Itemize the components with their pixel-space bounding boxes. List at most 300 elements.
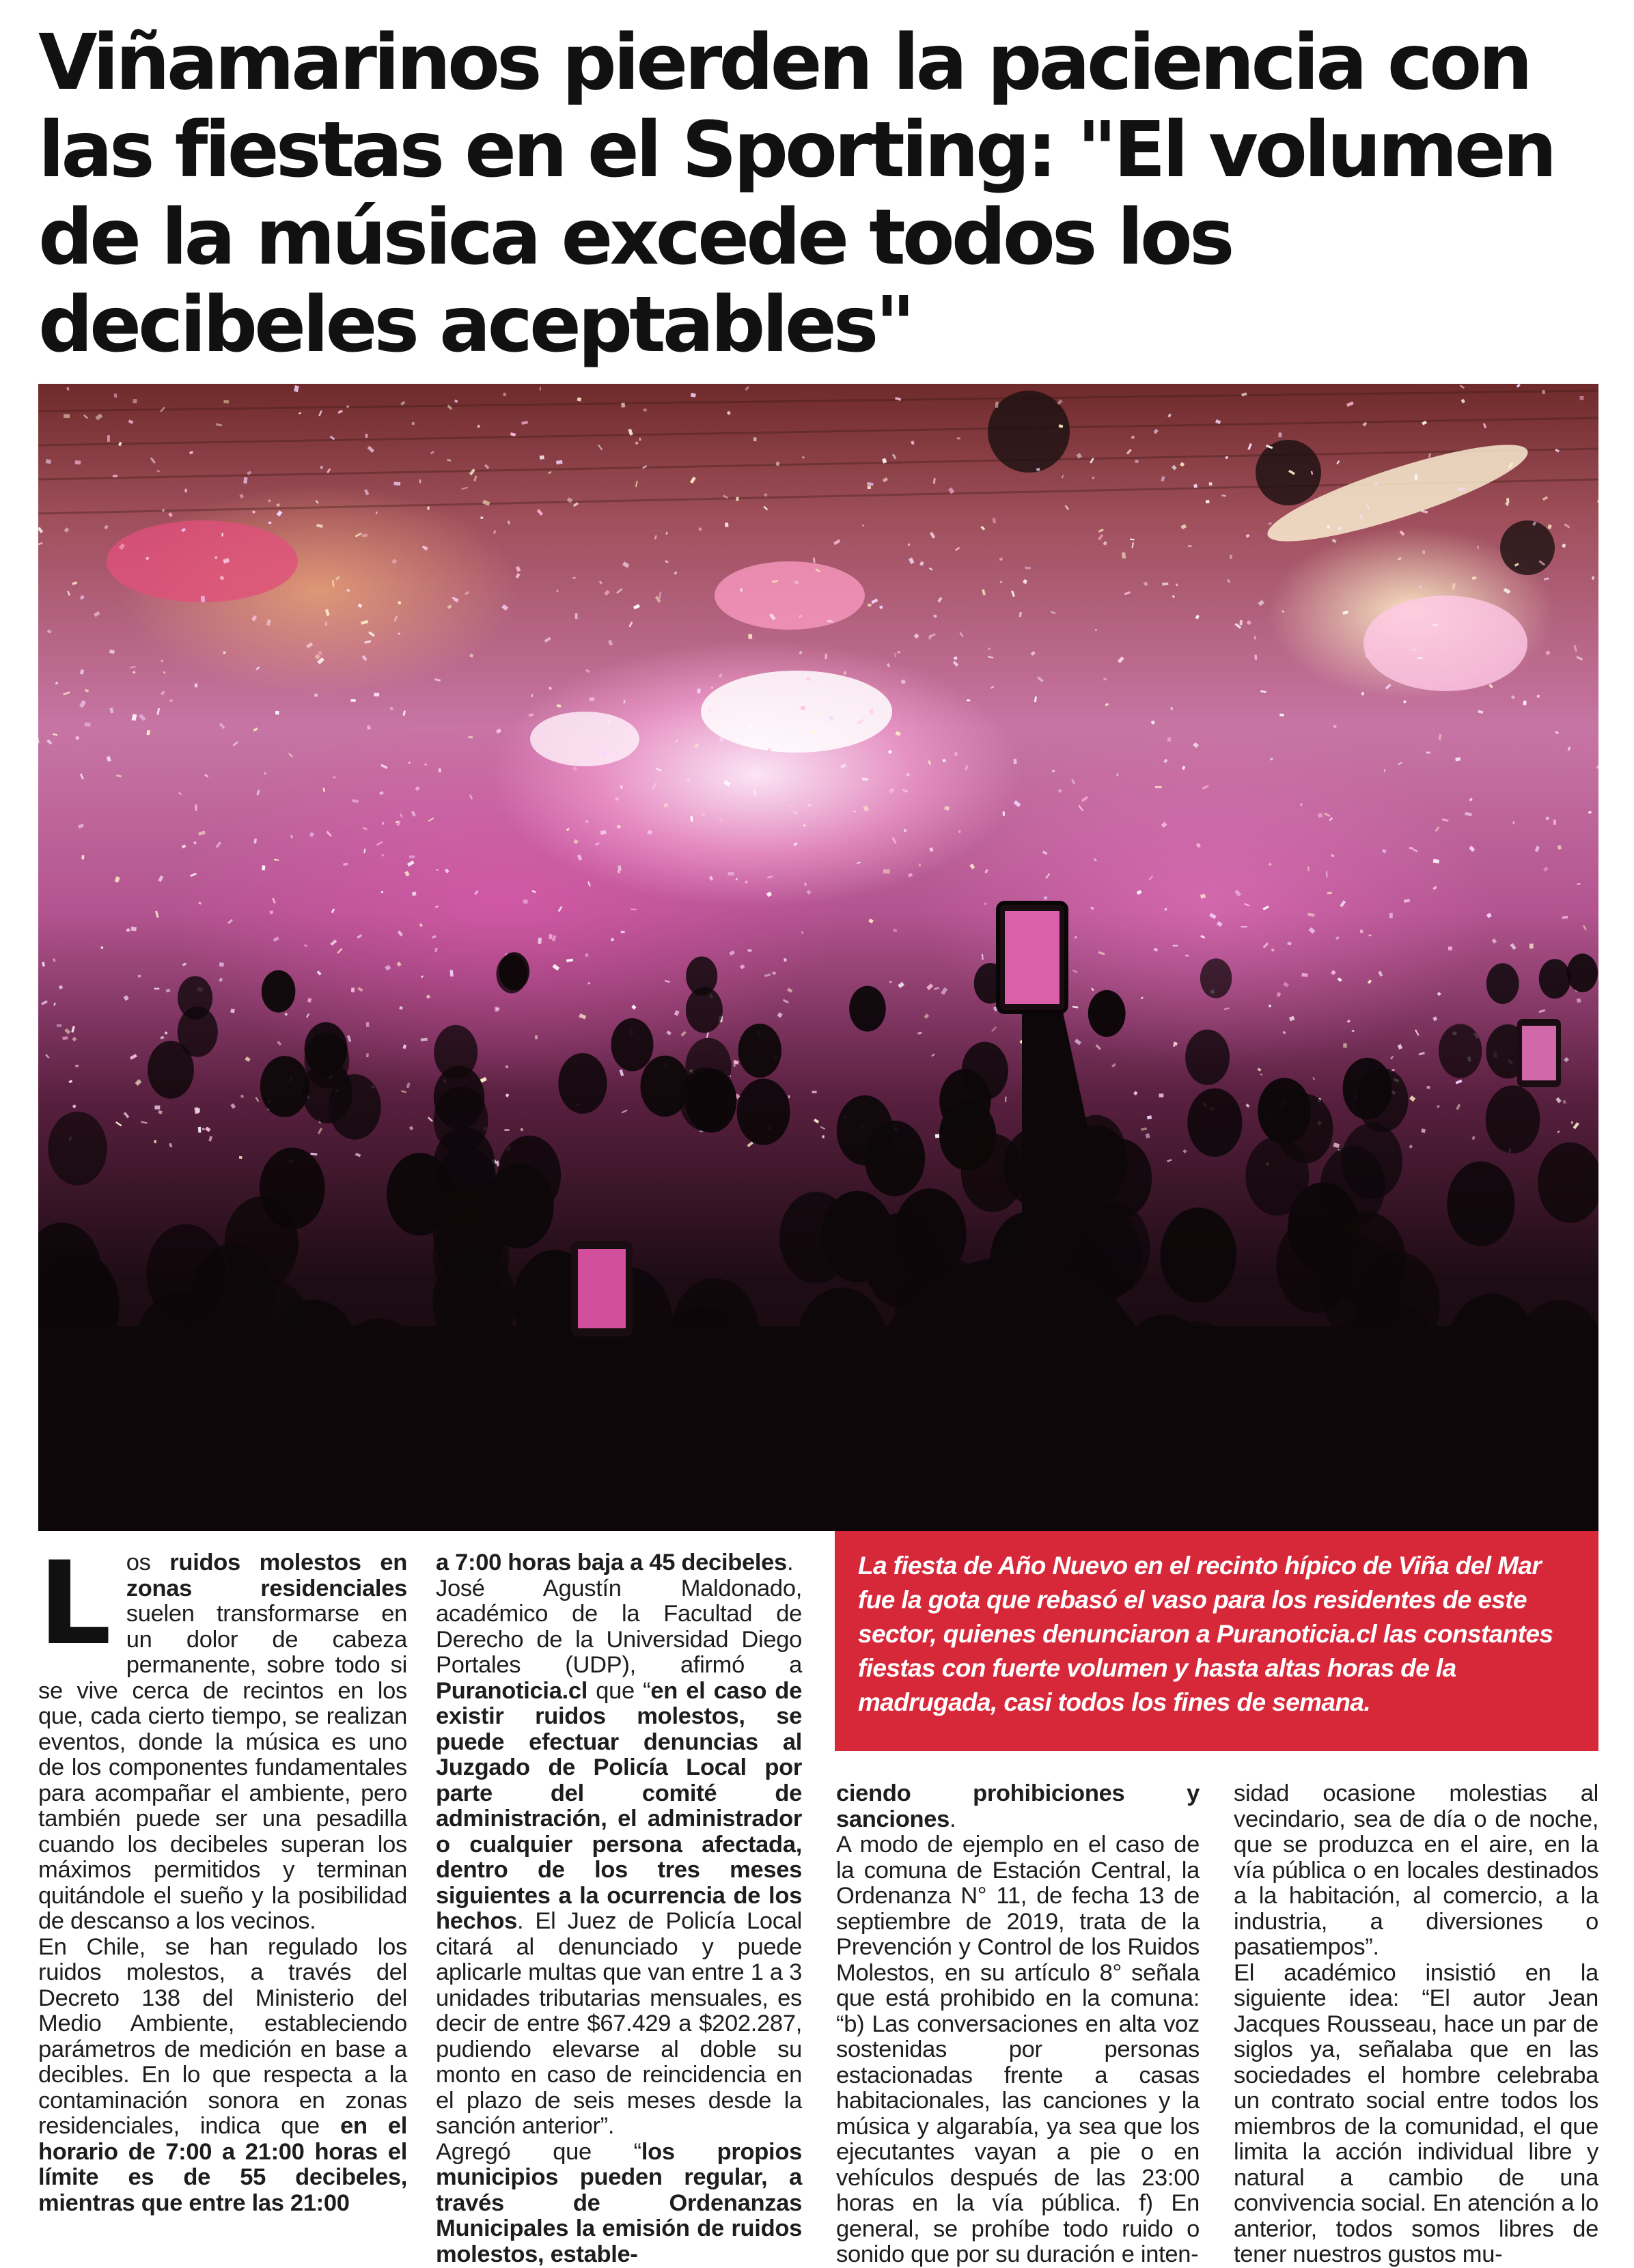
confetti-piece — [75, 460, 81, 464]
confetti-piece — [402, 710, 406, 716]
confetti-piece — [1588, 811, 1592, 814]
confetti-piece — [906, 772, 910, 776]
confetti-piece — [598, 445, 603, 451]
confetti-piece — [1271, 948, 1274, 952]
confetti-piece — [104, 525, 108, 530]
confetti-piece — [537, 509, 544, 516]
confetti-piece — [1390, 1056, 1394, 1059]
confetti-piece — [863, 805, 869, 811]
confetti-piece — [1506, 498, 1509, 503]
confetti-piece — [239, 1156, 243, 1159]
confetti-piece — [202, 1128, 205, 1130]
confetti-piece — [615, 797, 619, 801]
confetti-piece — [465, 591, 469, 596]
confetti-piece — [411, 811, 416, 817]
confetti-piece — [516, 566, 521, 572]
confetti-piece — [1011, 591, 1015, 598]
confetti-piece — [753, 437, 756, 441]
confetti-piece — [80, 669, 84, 675]
confetti-piece — [1111, 1063, 1116, 1067]
confetti-piece — [1568, 746, 1571, 751]
confetti-piece — [1014, 759, 1017, 764]
crowd-head — [962, 1042, 1008, 1100]
confetti-piece — [694, 743, 699, 748]
confetti-piece — [1409, 1145, 1413, 1149]
confetti-piece — [38, 542, 43, 546]
confetti-piece — [331, 908, 335, 913]
confetti-piece — [984, 869, 988, 873]
confetti-piece — [317, 970, 322, 975]
confetti-piece — [540, 387, 541, 391]
confetti-piece — [357, 934, 362, 939]
confetti-piece — [165, 1031, 168, 1035]
confetti-piece — [1058, 789, 1062, 793]
confetti-piece — [577, 854, 583, 860]
confetti-piece — [365, 434, 368, 438]
crowd-head — [849, 986, 886, 1032]
confetti-piece — [941, 988, 947, 995]
confetti-piece — [1206, 500, 1210, 503]
confetti-piece — [233, 741, 238, 746]
confetti-piece — [628, 621, 633, 627]
confetti-piece — [663, 803, 668, 808]
confetti-piece — [803, 824, 805, 827]
confetti-piece — [268, 499, 271, 503]
confetti-piece — [1404, 899, 1410, 903]
confetti-piece — [398, 601, 401, 604]
article-column-1 — [38, 1550, 407, 2216]
confetti-piece — [1245, 1104, 1249, 1108]
confetti-piece — [719, 817, 723, 824]
confetti-piece — [400, 813, 403, 817]
confetti-piece — [352, 799, 359, 803]
confetti-piece — [1382, 849, 1387, 854]
confetti-piece — [868, 919, 873, 923]
confetti-piece — [1557, 1130, 1560, 1133]
confetti-piece — [616, 588, 622, 593]
confetti-piece — [426, 994, 430, 998]
bold-text-run: en el horario de 7:00 a 21:00 horas el límite es de 55 decibeles, mientras que entre las 21:00 — [38, 2113, 407, 2216]
confetti-piece — [1564, 1057, 1569, 1063]
confetti-piece — [549, 686, 552, 690]
confetti-piece — [1535, 846, 1540, 852]
confetti-piece — [156, 708, 160, 715]
confetti-piece — [635, 481, 638, 487]
confetti-piece — [764, 973, 771, 977]
confetti-piece — [318, 1128, 322, 1134]
confetti-piece — [275, 711, 279, 715]
confetti-piece — [252, 510, 255, 514]
confetti-piece — [1182, 766, 1185, 770]
confetti-piece — [929, 848, 933, 852]
confetti-piece — [908, 873, 913, 878]
confetti-piece — [935, 1134, 940, 1138]
photo-caption: La fiesta de Año Nuevo en el recinto hípico de Viña del Mar fue la gota que rebasó el vaso para los residentes de este sector, quienes denunciaron a Puranoticia.cl las constantes fiestas con fuerte volumen y hasta altas horas de la madrugada, casi todos los fines de semana. — [835, 1531, 1598, 1751]
confetti-piece — [445, 869, 449, 873]
confetti-piece — [799, 651, 803, 655]
confetti-piece — [656, 768, 662, 772]
confetti-piece — [109, 649, 115, 654]
confetti-piece — [240, 494, 244, 499]
confetti-piece — [1202, 785, 1209, 789]
confetti-piece — [1075, 936, 1077, 938]
confetti-piece — [219, 723, 225, 729]
confetti-piece — [868, 486, 871, 489]
confetti-piece — [407, 860, 415, 867]
confetti-piece — [814, 1119, 819, 1123]
confetti-piece — [205, 1127, 210, 1132]
confetti-piece — [1126, 449, 1132, 454]
confetti-piece — [993, 518, 996, 523]
confetti-piece — [469, 468, 475, 475]
confetti-piece — [316, 524, 323, 528]
confetti-piece — [155, 911, 159, 918]
confetti-piece — [333, 776, 336, 779]
confetti-piece — [447, 459, 451, 462]
confetti-piece — [575, 613, 578, 619]
confetti-piece — [531, 695, 533, 697]
confetti-piece — [587, 982, 590, 985]
bold-text-run: en el caso de existir ruidos molestos, se puede efectuar denuncias al Juzgado de Policía Local por parte del comité de administración, el administrador o cualquier persona afectada, dentro de los tres meses siguientes a la ocurrencia de los hechos — [436, 1678, 802, 1935]
confetti-piece — [314, 693, 318, 697]
confetti-piece — [1555, 1097, 1561, 1104]
confetti-piece — [1383, 769, 1385, 772]
confetti-piece — [1241, 926, 1247, 927]
confetti-piece — [1415, 474, 1417, 480]
confetti-piece — [870, 709, 874, 715]
confetti-piece — [1333, 725, 1337, 728]
confetti-piece — [1052, 770, 1055, 772]
confetti-piece — [109, 708, 113, 714]
confetti-piece — [1098, 534, 1103, 541]
confetti-piece — [256, 789, 260, 795]
confetti-piece — [557, 704, 562, 708]
confetti-piece — [804, 882, 806, 886]
confetti-piece — [937, 597, 942, 602]
confetti-piece — [245, 1056, 250, 1062]
confetti-piece — [1545, 816, 1549, 820]
crowd-head — [1088, 990, 1126, 1037]
confetti-piece — [85, 689, 89, 692]
crowd-head — [260, 1056, 309, 1117]
confetti-piece — [1335, 936, 1340, 940]
confetti-piece — [337, 410, 343, 414]
confetti-piece — [1240, 620, 1243, 625]
confetti-piece — [447, 604, 452, 609]
confetti-piece — [1034, 696, 1037, 702]
confetti-piece — [255, 1097, 259, 1102]
confetti-piece — [579, 1013, 586, 1020]
confetti-piece — [540, 456, 544, 460]
confetti-piece — [385, 965, 391, 970]
confetti-piece — [83, 415, 88, 419]
confetti-piece — [506, 1065, 508, 1068]
confetti-piece — [577, 397, 581, 402]
confetti-piece — [182, 962, 187, 966]
confetti-piece — [382, 854, 384, 856]
confetti-piece — [137, 975, 141, 978]
confetti-piece — [79, 700, 86, 708]
confetti-piece — [622, 1110, 628, 1114]
confetti-piece — [124, 1112, 130, 1118]
confetti-piece — [1460, 384, 1465, 389]
confetti-piece — [801, 931, 803, 934]
confetti-piece — [1570, 1121, 1573, 1124]
confetti-piece — [702, 813, 705, 816]
confetti-piece — [1545, 650, 1550, 655]
confetti-piece — [163, 671, 166, 674]
crowd-head — [1277, 1216, 1355, 1313]
paragraph — [38, 1550, 407, 1935]
confetti-piece — [402, 1044, 406, 1049]
confetti-piece — [1282, 1031, 1286, 1035]
confetti-piece — [924, 1013, 930, 1019]
confetti-piece — [1171, 707, 1173, 710]
confetti-piece — [556, 460, 563, 465]
confetti-piece — [1592, 576, 1595, 580]
crowd-head — [1439, 1024, 1482, 1078]
confetti-piece — [195, 804, 197, 811]
confetti-piece — [772, 971, 776, 975]
confetti-piece — [204, 774, 208, 778]
confetti-piece — [608, 640, 613, 646]
confetti-piece — [611, 938, 613, 942]
confetti-piece — [216, 841, 222, 848]
confetti-piece — [355, 1153, 361, 1157]
confetti-piece — [1094, 858, 1098, 862]
confetti-piece — [1428, 453, 1431, 458]
confetti-piece — [306, 1013, 309, 1018]
confetti-piece — [1176, 583, 1178, 586]
confetti-piece — [343, 863, 348, 866]
confetti-piece — [75, 1065, 79, 1067]
confetti-piece — [654, 535, 657, 540]
confetti-piece — [501, 604, 508, 611]
confetti-piece — [253, 727, 258, 731]
confetti-piece — [928, 760, 931, 765]
confetti-piece — [374, 693, 379, 697]
confetti-piece — [1180, 462, 1185, 466]
confetti-piece — [75, 736, 80, 740]
confetti-piece — [788, 803, 792, 807]
text-run: os — [126, 1550, 170, 1576]
crowd-head — [558, 1053, 607, 1114]
confetti-piece — [911, 440, 915, 445]
confetti-piece — [230, 1104, 236, 1109]
confetti-piece — [1062, 475, 1064, 479]
confetti-piece — [736, 497, 738, 501]
crowd-head — [1539, 959, 1571, 998]
confetti-piece — [107, 435, 110, 442]
confetti-piece — [1105, 703, 1109, 706]
confetti-piece — [461, 487, 468, 490]
confetti-piece — [1564, 523, 1570, 529]
confetti-piece — [753, 789, 757, 796]
confetti-piece — [53, 958, 55, 962]
bold-text-run: a 7:00 horas baja a 45 decibeles — [436, 1550, 787, 1576]
confetti-piece — [64, 1028, 70, 1035]
confetti-piece — [72, 1037, 77, 1041]
confetti-piece — [830, 761, 834, 764]
confetti-piece — [1180, 524, 1187, 529]
confetti-piece — [126, 928, 130, 932]
confetti-piece — [346, 589, 350, 593]
confetti-piece — [1124, 591, 1131, 596]
confetti-piece — [1301, 973, 1307, 977]
crowd-head — [737, 1079, 790, 1145]
confetti-piece — [529, 713, 534, 716]
confetti-piece — [820, 1126, 826, 1130]
crowd-head — [498, 1136, 562, 1215]
confetti-piece — [538, 938, 542, 944]
confetti-piece — [1224, 1007, 1230, 1010]
confetti-piece — [1141, 996, 1144, 999]
confetti-piece — [272, 898, 276, 904]
confetti-piece — [622, 561, 629, 568]
crowd-head — [1161, 1207, 1236, 1302]
confetti-piece — [727, 411, 731, 415]
confetti-piece — [825, 654, 827, 659]
confetti-piece — [1504, 588, 1511, 594]
confetti-piece — [424, 763, 427, 766]
confetti-piece — [46, 459, 51, 464]
confetti-piece — [1091, 988, 1094, 991]
confetti-piece — [675, 739, 679, 743]
confetti-piece — [944, 806, 950, 811]
confetti-piece — [1523, 701, 1527, 705]
confetti-piece — [1155, 786, 1162, 788]
confetti-piece — [253, 839, 257, 844]
confetti-piece — [421, 1038, 428, 1041]
confetti-piece — [548, 471, 552, 475]
confetti-piece — [219, 962, 224, 967]
confetti-piece — [379, 791, 384, 795]
confetti-piece — [1448, 947, 1452, 951]
confetti-piece — [1283, 982, 1289, 988]
confetti-piece — [66, 387, 69, 391]
confetti-piece — [347, 1035, 351, 1042]
confetti-piece — [436, 869, 439, 871]
confetti-piece — [299, 412, 301, 415]
confetti-piece — [621, 402, 625, 408]
confetti-piece — [725, 772, 728, 774]
confetti-piece — [276, 503, 280, 507]
confetti-piece — [827, 620, 833, 623]
confetti-piece — [1326, 871, 1328, 878]
confetti-piece — [745, 880, 747, 883]
confetti-piece — [1583, 925, 1587, 930]
confetti-piece — [929, 568, 933, 571]
crowd-head — [497, 955, 527, 994]
confetti-piece — [114, 393, 117, 397]
confetti-piece — [1182, 1149, 1187, 1153]
confetti-piece — [415, 786, 419, 791]
confetti-piece — [982, 954, 984, 960]
confetti-piece — [1247, 620, 1251, 625]
confetti-piece — [158, 876, 163, 882]
confetti-piece — [251, 615, 257, 621]
paragraph: El académico insistió en la siguiente idea: “El autor Jean Jacques Rousseau, hace un par de siglos ya, señalaba que en las sociedades el hombre celebraba un contrato social entre todos los miembros de la comunidad, el que limita la acción individual libre y natural a cambio de una convivencia social. En atención a lo anterior, todos somos libres de tener nuestros gustos mu- — [1234, 1961, 1598, 2268]
confetti-piece — [516, 573, 521, 578]
confetti-piece — [697, 688, 701, 693]
confetti-piece — [595, 842, 600, 845]
confetti-piece — [154, 1140, 156, 1143]
confetti-piece — [1137, 890, 1142, 895]
confetti-piece — [552, 935, 557, 941]
confetti-piece — [294, 385, 299, 392]
confetti-piece — [740, 964, 745, 970]
confetti-piece — [1003, 811, 1005, 816]
confetti-piece — [1433, 859, 1439, 864]
confetti-piece — [198, 901, 202, 905]
confetti-piece — [934, 987, 939, 990]
confetti-piece — [792, 810, 799, 815]
confetti-piece — [243, 477, 247, 484]
text-run: Agregó que “ — [436, 2139, 641, 2165]
confetti-piece — [521, 421, 528, 425]
paragraph: A modo de ejemplo en el caso de la comuna de Estación Central, la Ordenanza N° 11, de fecha 13 de septiembre de 2019, trata de la Prevención y Control de los Ruidos Molestos, en su artículo 8° señala que está prohibido en la comuna: “b) Las conversaciones en alta voz sostenidas por personas estacionadas frente a casas habitacionales, las canciones y la música y algarabía, ya sea que los ejecutantes vayan a pie o en vehículos después de las 23:00 horas en la vía pública. f) En general, se prohíbe todo ruido o sonido que por su duración e inten- — [836, 1832, 1200, 2268]
confetti-piece — [1418, 585, 1422, 589]
confetti-piece — [531, 890, 536, 893]
confetti-piece — [553, 964, 560, 971]
confetti-piece — [833, 540, 840, 546]
confetti-piece — [382, 822, 384, 825]
confetti-piece — [195, 684, 198, 688]
confetti-piece — [71, 1026, 75, 1033]
confetti-piece — [284, 1013, 288, 1016]
bold-text-run: ciendo prohibiciones y sanciones — [836, 1780, 1200, 1832]
confetti-piece — [223, 652, 226, 654]
confetti-piece — [1254, 636, 1256, 639]
confetti-piece — [764, 493, 767, 496]
bold-text-run: ruidos molestos en zonas residenciales — [126, 1550, 407, 1601]
confetti-piece — [1562, 916, 1568, 919]
confetti-piece — [59, 985, 64, 990]
confetti-piece — [190, 873, 197, 877]
confetti-piece — [95, 413, 102, 420]
confetti-piece — [1260, 690, 1266, 693]
confetti-piece — [116, 774, 122, 778]
confetti-piece — [368, 446, 374, 453]
confetti-piece — [154, 1106, 160, 1110]
confetti-piece — [1579, 396, 1583, 400]
confetti-piece — [198, 1127, 202, 1133]
confetti-piece — [566, 828, 570, 831]
confetti-piece — [980, 526, 985, 531]
confetti-piece — [419, 479, 421, 483]
confetti-piece — [1122, 552, 1126, 559]
confetti-piece — [954, 656, 957, 659]
confetti-piece — [1148, 876, 1153, 881]
confetti-piece — [988, 656, 993, 659]
confetti-piece — [469, 654, 473, 658]
confetti-piece — [736, 878, 738, 881]
confetti-piece — [326, 831, 331, 837]
confetti-piece — [1287, 942, 1291, 945]
confetti-piece — [954, 752, 957, 755]
confetti-piece — [740, 588, 743, 591]
crowd-head — [1200, 958, 1232, 998]
confetti-piece — [1193, 742, 1199, 748]
confetti-piece — [141, 1121, 147, 1123]
confetti-piece — [439, 768, 441, 772]
confetti-piece — [822, 1135, 825, 1138]
confetti-piece — [38, 527, 43, 533]
confetti-piece — [366, 1022, 370, 1027]
confetti-piece — [1269, 1005, 1271, 1007]
confetti-piece — [523, 899, 528, 904]
confetti-piece — [1409, 1095, 1415, 1102]
